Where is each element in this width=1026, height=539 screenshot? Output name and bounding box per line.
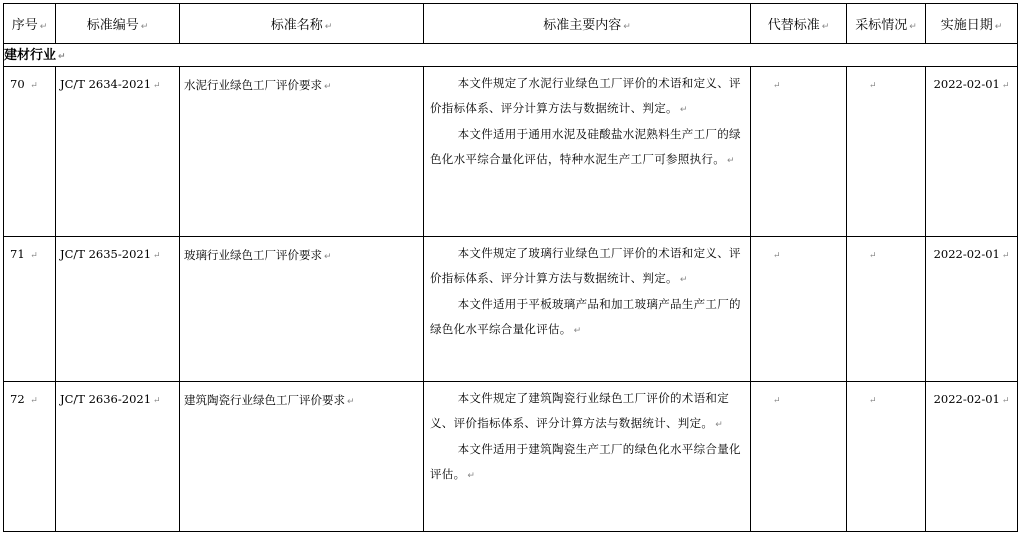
row-adopt: ↵ [847,67,926,237]
row-content [424,67,751,237]
content-paragraph: 本文件适用于建筑陶瓷生产工厂的绿色化水平综合量化评估。 ↵ [430,442,741,481]
category-row [4,44,1018,67]
header-adopt: 采标情况 ↵ [847,4,926,44]
standards-table [3,3,1018,532]
header-content: 标准主要内容 ↵ [424,4,751,44]
content-paragraph: 本文件规定了建筑陶瓷行业绿色工厂评价的术语和定义、评价指标体系、评分计算方法与数据统计、判定。 ↵ [430,391,729,430]
row-seq: 72 ↵ [4,382,56,532]
row-code: JC/T 2634-2021 ↵ [56,67,180,237]
row-replace: ↵ [751,237,847,382]
content-paragraph: 本文件适用于平板玻璃产品和加工玻璃产品生产工厂的绿色化水平综合量化评估。 ↵ [430,297,741,336]
row-date: 2022-02-01 ↵ [926,237,1018,382]
row-content [424,382,751,532]
row-adopt: ↵ [847,382,926,532]
row-date: 2022-02-01 ↵ [926,67,1018,237]
row-date: 2022-02-01 ↵ [926,382,1018,532]
header-replace: 代替标准 ↵ [751,4,847,44]
header-date: 实施日期 ↵ [926,4,1018,44]
content-paragraph: 本文件规定了水泥行业绿色工厂评价的术语和定义、评价指标体系、评分计算方法与数据统计、判定。 ↵ [430,76,741,115]
row-seq: 70 ↵ [4,67,56,237]
row-replace: ↵ [751,382,847,532]
header-code: 标准编号 ↵ [56,4,180,44]
header-row [4,4,1018,44]
content-paragraph: 本文件规定了玻璃行业绿色工厂评价的术语和定义、评价指标体系、评分计算方法与数据统计、判定。 ↵ [430,246,741,285]
table-row [4,237,1018,382]
category-label: 建材行业 ↵ [4,44,1018,67]
header-name: 标准名称 ↵ [180,4,424,44]
content-paragraph: 本文件适用于通用水泥及硅酸盐水泥熟料生产工厂的绿色化水平综合量化评估，特种水泥生产工厂可参照执行。 ↵ [430,127,741,166]
row-code: JC/T 2636-2021 ↵ [56,382,180,532]
row-replace: ↵ [751,67,847,237]
header-seq: 序号 ↵ [4,4,56,44]
row-seq: 71 ↵ [4,237,56,382]
row-adopt: ↵ [847,237,926,382]
row-code: JC/T 2635-2021 ↵ [56,237,180,382]
row-name: 建筑陶瓷行业绿色工厂评价要求 ↵ [180,382,424,532]
row-content [424,237,751,382]
row-name: 水泥行业绿色工厂评价要求 ↵ [180,67,424,237]
table-row [4,382,1018,532]
table-row [4,67,1018,237]
row-name: 玻璃行业绿色工厂评价要求 ↵ [180,237,424,382]
